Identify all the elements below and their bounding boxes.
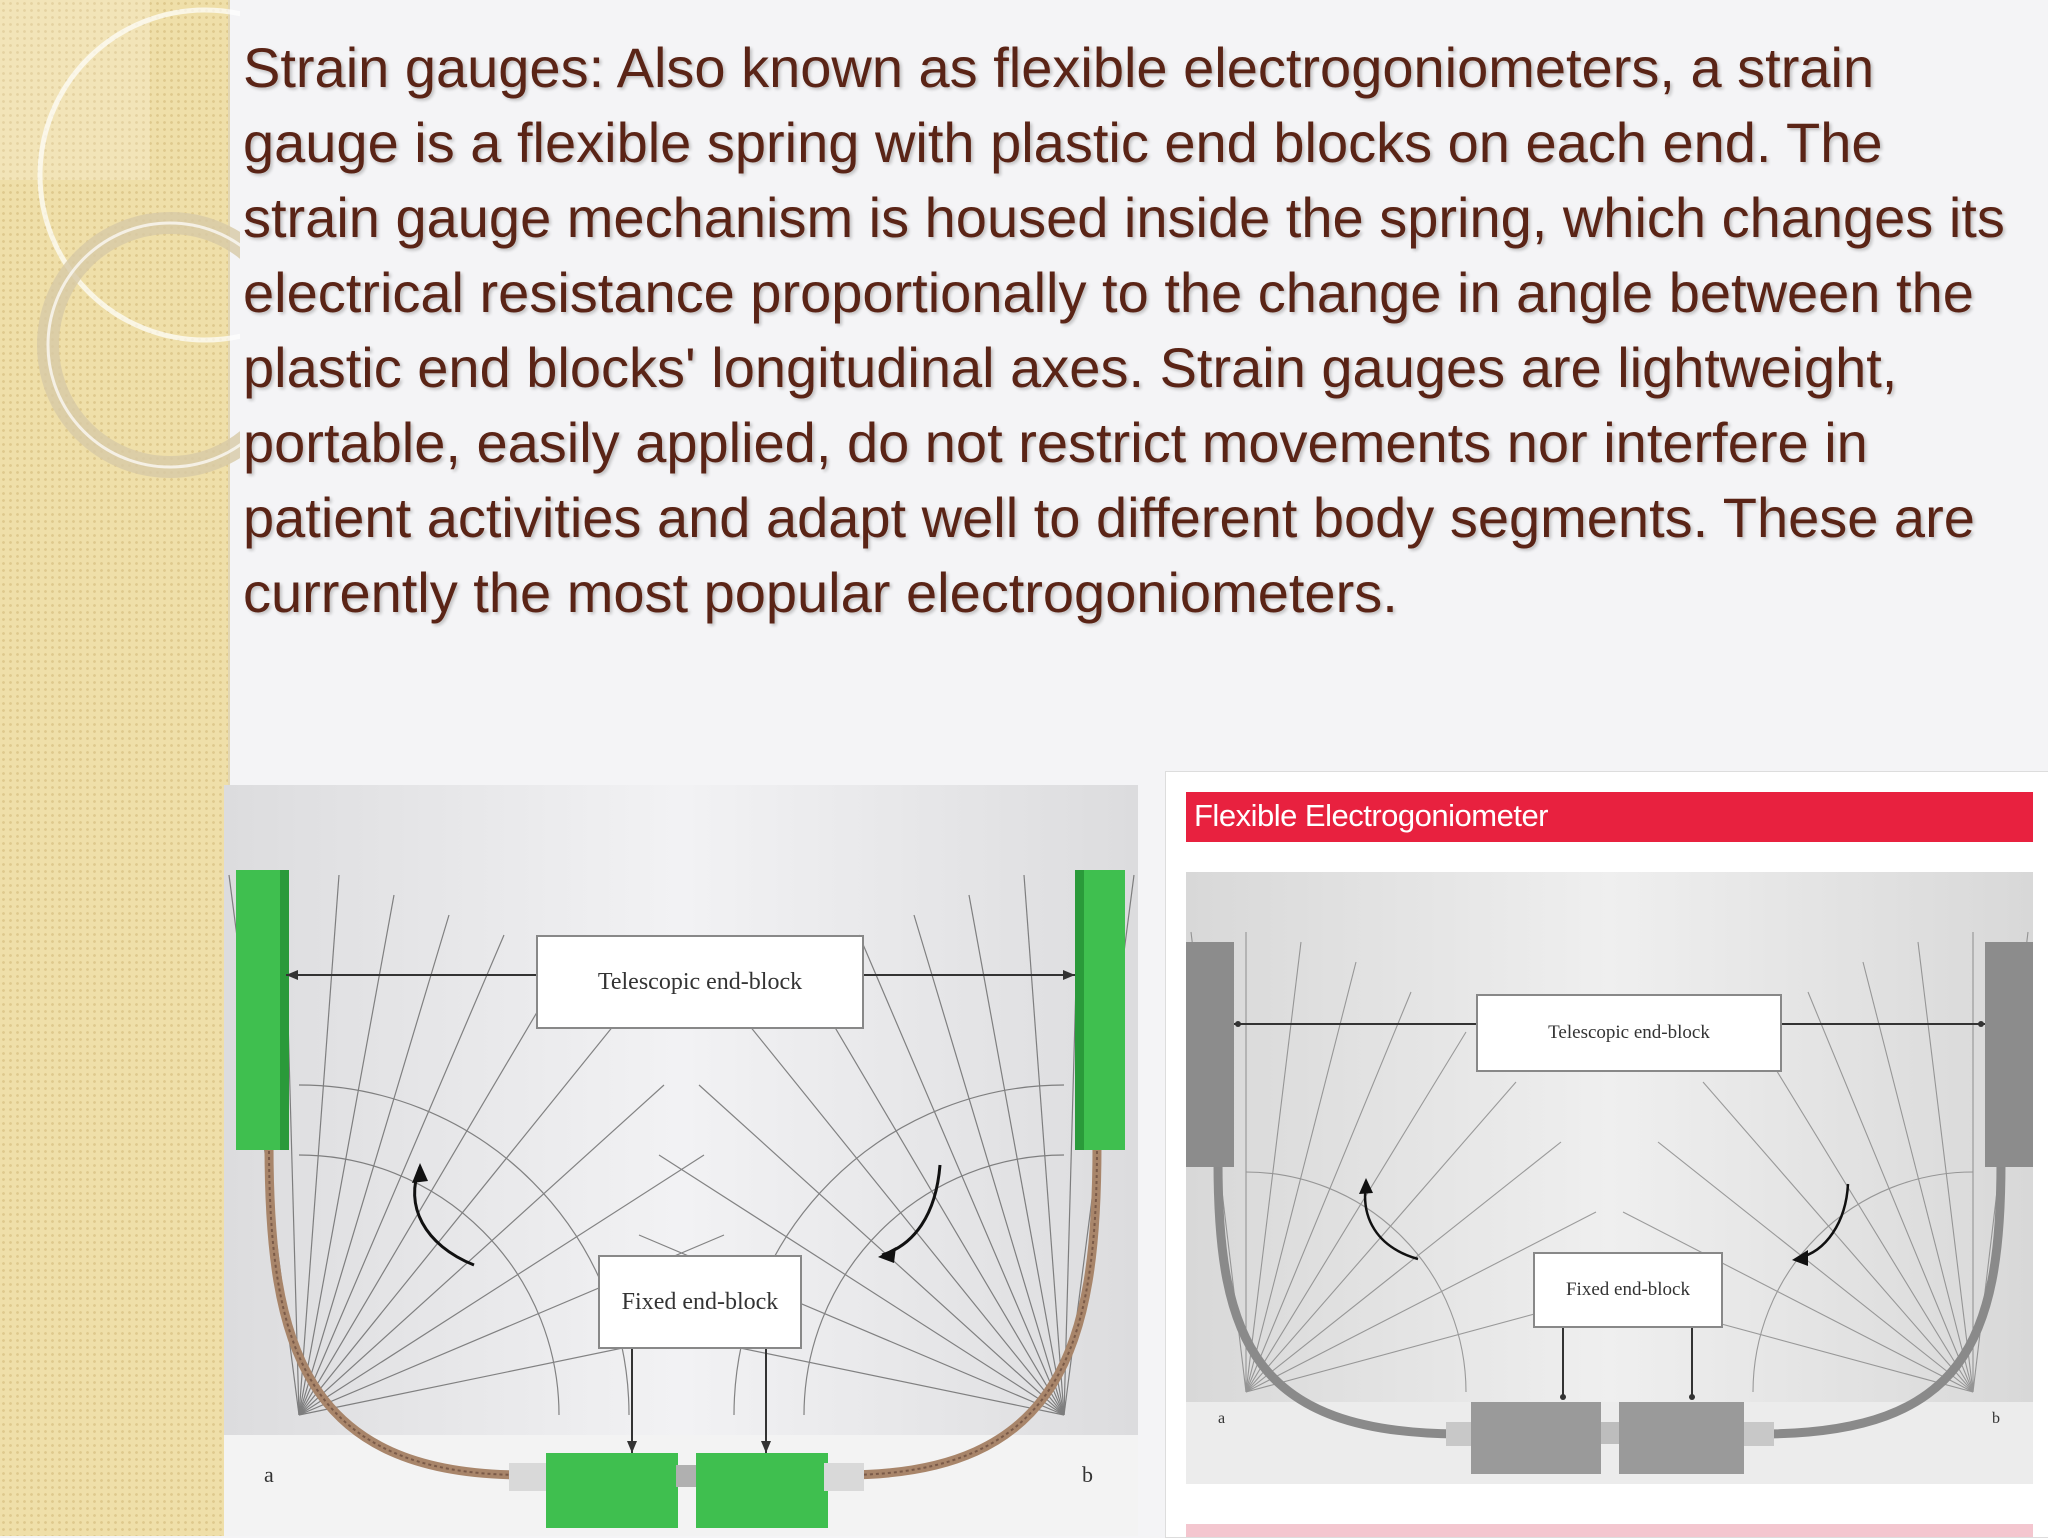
fixed-end-block-label: Fixed end-block [598, 1255, 802, 1349]
telescopic-end-block-label-gray: Telescopic end-block [1476, 994, 1782, 1072]
panel-label-b-gray: b [1992, 1410, 2000, 1427]
electrogoniometer-illustration-color [224, 785, 1138, 1536]
electrogoniometer-illustration-gray [1186, 872, 2033, 1484]
slide-body-text: Strain gauges: Also known as flexible electrogoniometers, a strain gauge is a flexible spring with plastic end blocks on each end. The strain gauge mechanism is housed inside the spring, which changes its electrical resistance proportionally to the change in angle between the plastic end blocks' longitudinal axes. Strain gauges are lightweight, portable, easily applied, do not restrict movements nor interfere in patient activities and adapt well to different body segments. These are currently the most popular electrogoniometers. [243, 36, 2005, 624]
figure-title: Flexible Electrogoniometer [1194, 798, 1549, 833]
panel-label-b: b [1082, 1462, 1093, 1487]
decorative-circles [0, 0, 240, 500]
figure-title-banner [1186, 792, 2033, 842]
panel-label-a-gray: a [1218, 1410, 1226, 1427]
electrogoniometer-photo-gray [1186, 872, 2033, 1484]
banner-bottom-strip [1186, 1524, 2033, 1537]
fixed-end-block-label-gray: Fixed end-block [1533, 1252, 1723, 1328]
panel-label-a: a [264, 1462, 274, 1487]
electrogoniometer-figure-gray [1165, 771, 2048, 1538]
telescopic-end-block-label: Telescopic end-block [536, 935, 864, 1029]
electrogoniometer-figure-color [224, 785, 1138, 1536]
